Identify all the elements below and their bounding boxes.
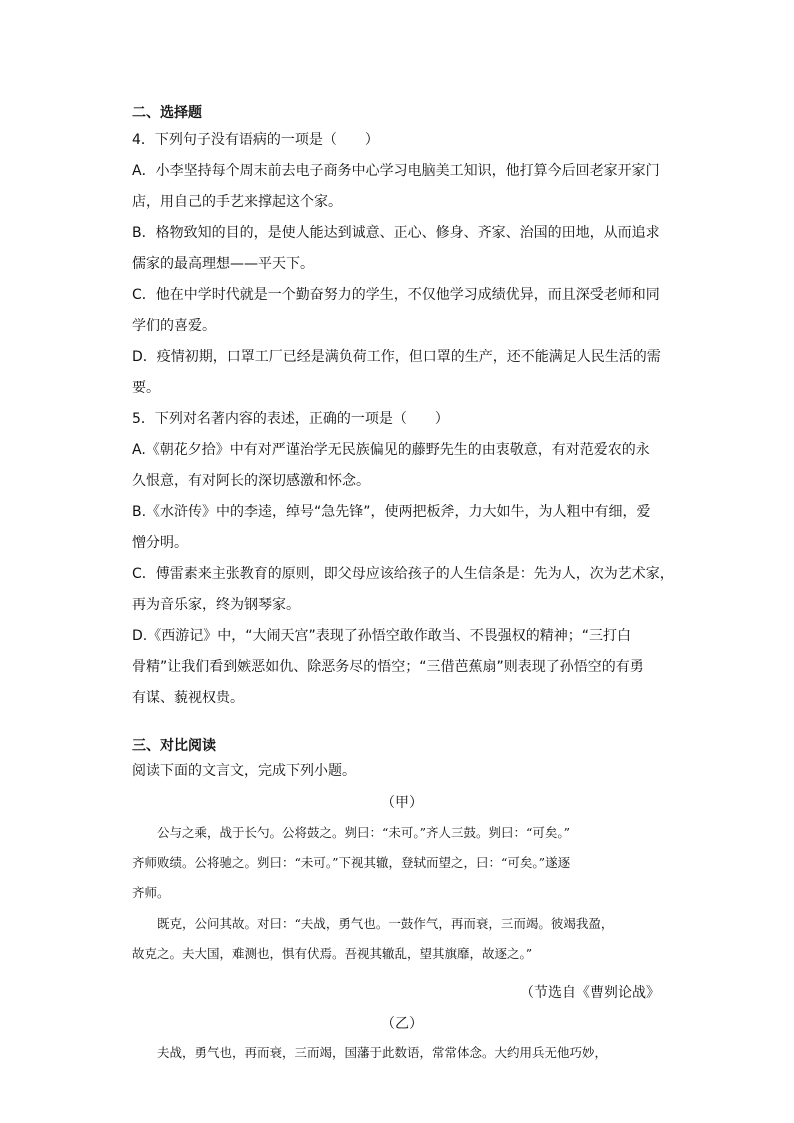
q5-option-c-line1: C．傅雷素来主张教育的原则，即父母应该给孩子的人生信条是：先为人，次为艺术家， (132, 566, 674, 582)
q5-option-d-line1: D.《西游记》中，“大闹天宫”表现了孙悟空敢作敢当、不畏强权的精神；“三打白 (132, 628, 631, 644)
q4-option-c-line2: 学们的喜爱。 (132, 318, 216, 334)
passage-jia-paragraph-2 (132, 909, 672, 969)
passage-yi-line: 夫战，勇气也，再而衰，三而竭，国藩于此数语，常常体念。大约用兵无他巧妙， (132, 1045, 608, 1060)
question-5-stem: 5．下列对名著内容的表述，正确的一项是（ ） (132, 411, 449, 427)
q4-option-b-line2: 儒家的最高理想——平天下。 (132, 256, 314, 272)
q4-option-b-line1: B．格物致知的目的，是使人能达到诚意、正心、修身、齐家、治国的田地，从而追求 (132, 225, 660, 241)
q4-option-d-line2: 要。 (132, 380, 160, 396)
section-heading-reading: 三、对比阅读 (132, 738, 216, 754)
question-5 (132, 404, 672, 714)
passage-jia-line: 公与之乘，战于长勺。公将鼓之。刿曰：“未可。”齐人三鼓。刿曰：“可矣。” (132, 825, 571, 840)
question-4 (132, 125, 672, 404)
passage-jia-paragraph-1 (132, 818, 672, 908)
passage-jia-line: 故克之。夫大国，难测也，惧有伏焉。吾视其辙乱，望其旗靡，故逐之。” (132, 946, 533, 961)
passage-jia-line: 齐师败绩。公将驰之。刿曰：“未可。”下视其辙，登轼而望之，曰：“可矣。”遂逐 (132, 855, 571, 870)
passage-jia-line: 既克，公问其故。对曰：“夫战，勇气也。一鼓作气，再而衰，三而竭。彼竭我盈， (132, 916, 614, 931)
q5-option-a-line1: A.《朝花夕拾》中有对严谨治学无民族偏见的藤野先生的由衷敬意，有对范爱农的永 (132, 442, 650, 458)
q5-option-d-line3: 有谋、藐视权贵。 (132, 690, 244, 706)
q5-option-b-line1: B.《水浒传》中的李逵，绰号“急先锋”，使两把板斧，力大如牛，为人粗中有细，爱 (132, 504, 651, 520)
q4-option-d-line1: D．疫情初期，口罩工厂已经是满负荷工作，但口罩的生产，还不能满足人民生活的需 (132, 349, 661, 365)
passage-yi-paragraph-1 (132, 1038, 672, 1068)
passage-jia-title: （甲） (381, 795, 423, 811)
q5-option-d-line2: 骨精”让我们看到嫉恶如仇、除恶务尽的悟空；“三借芭蕉扇”则表现了孙悟空的有勇 (132, 659, 644, 675)
q4-option-c-line1: C．他在中学时代就是一个勤奋努力的学生，不仅他学习成绩优异，而且深受老师和同 (132, 287, 660, 303)
question-4-stem: 4．下列句子没有语病的一项是（ ） (132, 132, 379, 148)
q5-option-a-line2: 久恨意，有对阿长的深切感激和怀念。 (132, 473, 370, 489)
section-heading-choice: 二、选择题 (132, 105, 202, 121)
passage-jia-source: （节选自《曹刿论战》 (520, 985, 660, 1001)
reading-instruction: 阅读下面的文言文，完成下列小题。 (132, 763, 356, 779)
q5-option-c-line2: 再为音乐家，终为钢琴家。 (132, 597, 300, 613)
passage-jia-line: 齐师。 (132, 885, 170, 900)
q4-option-a-line1: A．小李坚持每个周末前去电子商务中心学习电脑美工知识，他打算今后回老家开家门 (132, 163, 660, 179)
q5-option-b-line2: 憎分明。 (132, 535, 188, 551)
passage-yi-title: （乙） (381, 1016, 423, 1032)
q4-option-a-line2: 店，用自己的手艺来撑起这个家。 (132, 194, 342, 210)
